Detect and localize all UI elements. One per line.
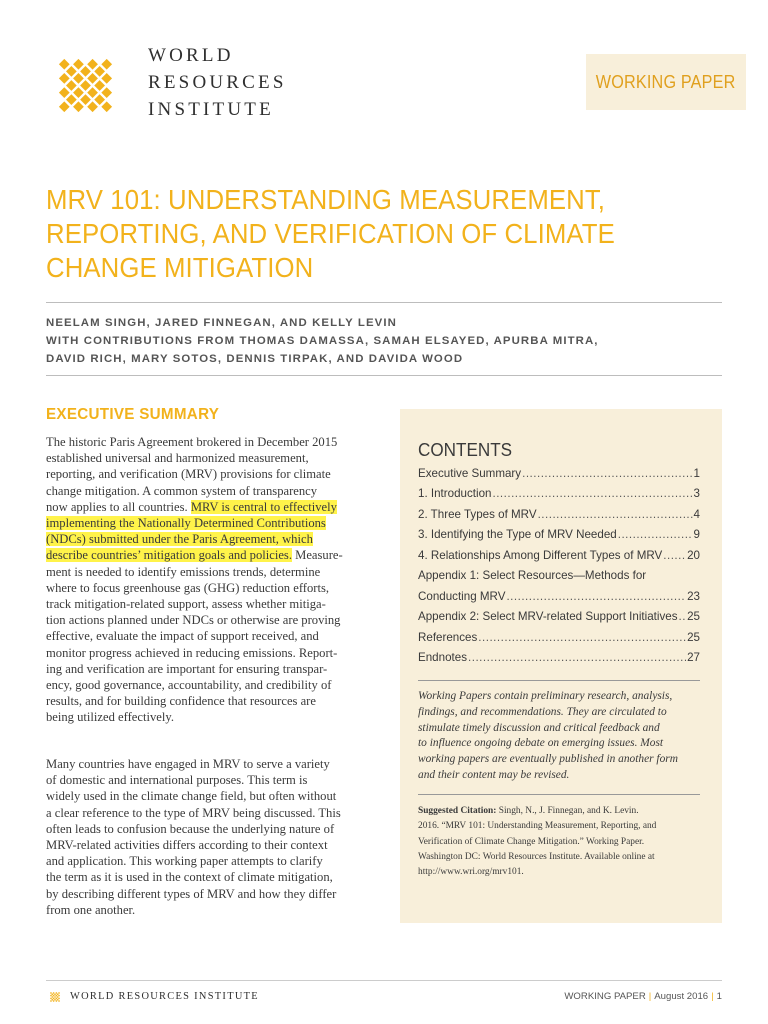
logo-tile — [66, 66, 77, 77]
authors-line: DAVID RICH, MARY SOTOS, DENNIS TIRPAK, AND DAVIDA WOOD — [46, 353, 464, 365]
text-line: being utilized effectively. — [46, 710, 174, 725]
logo-tile — [57, 993, 59, 995]
citation-text: Singh, N., J. Finnegan, and K. Levin. — [496, 806, 639, 816]
text-line: established universal and harmonized measurement, — [46, 451, 309, 466]
text-run: now applies to all countries. — [46, 499, 191, 514]
footer-label: WORKING PAPER — [564, 991, 646, 1002]
toc-title: Conducting MRV — [418, 589, 506, 603]
logo-tile — [94, 94, 105, 105]
text-line: the term as it is used in the context of climate mitigation, — [46, 870, 333, 885]
divider — [46, 302, 722, 303]
logo-tile — [101, 87, 112, 98]
logo-tile — [51, 996, 53, 998]
footer-divider — [46, 980, 722, 981]
text-line: Many countries have engaged in MRV to serve a variety — [46, 757, 330, 771]
logo-tile — [50, 1000, 52, 1002]
toc-leader — [663, 549, 686, 562]
wri-woven-logo-icon — [38, 38, 133, 133]
authors-line: WITH CONTRIBUTIONS FROM THOMAS DAMASSA, SAMAH ELSAYED, APURBA MITRA, — [46, 335, 599, 347]
text-line: ment is needed to identify emissions trends, determine — [46, 564, 321, 579]
text-line: and application. This working paper attempts to clarify — [46, 854, 323, 869]
footer-separator: | — [648, 991, 652, 1002]
text-line: change mitigation. A common system of transparency — [46, 483, 318, 498]
logo-tile — [55, 997, 57, 999]
text-line — [46, 531, 376, 547]
text-line: results, and for building confidence that resources are — [46, 694, 316, 709]
logo-tile — [51, 993, 53, 995]
logo-tile — [87, 73, 98, 84]
toc-leader — [468, 651, 686, 664]
toc-title: References — [418, 630, 478, 644]
footer-page-number: 1 — [716, 991, 722, 1002]
toc-title: Endnotes — [418, 651, 467, 665]
text-line: MRV-related activities differs according to their context — [46, 838, 328, 853]
suggested-citation — [418, 804, 708, 880]
toc-leader — [538, 508, 693, 521]
highlighted-text: describe countries’ mitigation goals and policies. — [46, 548, 292, 563]
logo-tile — [54, 996, 56, 998]
highlighted-text: MRV is central to effectively — [190, 499, 337, 514]
text-run: Measure- — [291, 548, 343, 563]
toc-page: 23 — [687, 589, 700, 603]
text-line: The historic Paris Agreement brokered in December 2015 — [46, 435, 338, 449]
logo-tile — [58, 997, 60, 999]
title-line: REPORTING, AND VERIFICATION OF CLIMATE — [46, 218, 615, 249]
text-line: widely used in the climate change field, but often without — [46, 789, 337, 804]
toc-item[interactable] — [418, 586, 700, 607]
logo-tile — [53, 992, 55, 994]
executive-summary-paragraph-1 — [46, 434, 376, 726]
toc-item[interactable] — [418, 545, 700, 566]
working-paper-note — [418, 689, 708, 784]
logo-tile — [87, 101, 98, 112]
org-name-line: INSTITUTE — [148, 99, 274, 120]
toc-leader — [492, 487, 692, 500]
toc-page: 20 — [687, 548, 700, 562]
logo-tile — [73, 73, 84, 84]
note-line: and their content may be revised. — [418, 768, 570, 781]
logo-tile — [80, 80, 91, 91]
citation-line: Washington DC: World Resources Institute. Available online at — [418, 851, 655, 862]
text-line: track mitigation-related support, assess whether mitiga- — [46, 597, 326, 612]
toc-leader — [478, 631, 686, 644]
logo-tile — [94, 80, 105, 91]
logo-tile — [66, 80, 77, 91]
authors — [46, 314, 599, 368]
toc-page: 9 — [693, 528, 700, 542]
wri-woven-logo-small-icon — [46, 988, 64, 1006]
citation-line: Verification of Climate Change Mitigation.” Working Paper. — [418, 836, 645, 847]
toc-page: 25 — [687, 630, 700, 644]
page-title — [46, 183, 615, 285]
logo-tile — [101, 59, 112, 70]
citation-line — [418, 804, 708, 819]
citation-url[interactable]: http://www.wri.org/mrv101. — [418, 867, 524, 878]
toc-item[interactable] — [418, 607, 700, 628]
logo-tile — [53, 997, 55, 999]
executive-summary-heading: EXECUTIVE SUMMARY — [46, 406, 220, 423]
logo-tile — [73, 87, 84, 98]
logo-tile — [57, 996, 59, 998]
toc-page: 4 — [693, 507, 700, 521]
note-line: findings, and recommendations. They are circulated to — [418, 705, 667, 718]
logo-tile — [80, 66, 91, 77]
logo-tile — [55, 992, 57, 994]
toc-leader — [522, 467, 692, 480]
highlighted-text: (NDCs) submitted under the Paris Agreement, which — [46, 532, 313, 547]
logo-tile — [50, 997, 52, 999]
toc-leader — [618, 528, 693, 541]
logo-tile — [54, 993, 56, 995]
toc-title: Appendix 2: Select MRV-related Support Initiatives — [418, 610, 678, 624]
text-line: ency, good governance, accountability, and credibility of — [46, 678, 332, 693]
org-name-line: RESOURCES — [148, 72, 287, 93]
org-name-line: WORLD — [148, 45, 234, 66]
logo-tile — [55, 995, 57, 997]
logo-tile — [101, 73, 112, 84]
title-line: MRV 101: UNDERSTANDING MEASUREMENT, — [46, 184, 606, 215]
executive-summary-paragraph-2 — [46, 756, 376, 918]
toc-item[interactable] — [418, 648, 700, 669]
text-line: often leads to confusion because the underlying nature of — [46, 821, 335, 836]
logo-tile — [50, 992, 52, 994]
logo-tile — [58, 995, 60, 997]
toc-title: 4. Relationships Among Different Types of MRV — [418, 548, 663, 562]
note-line: Working Papers contain preliminary research, analysis, — [418, 690, 673, 702]
toc-item[interactable] — [418, 525, 700, 546]
note-line: stimulate timely discussion and critical feedback and — [418, 721, 660, 734]
logo-tile — [58, 1000, 60, 1002]
text-line: tion actions planned under NDCs or otherwise are proving — [46, 613, 341, 628]
footer-date: August 2016 — [654, 991, 709, 1002]
table-of-contents — [418, 463, 700, 668]
logo-tile — [54, 999, 56, 1001]
text-line: from one another. — [46, 902, 136, 917]
text-line: ing and verification are important for ensuring transpar- — [46, 661, 328, 676]
logo-tile — [59, 101, 70, 112]
logo-tile — [101, 101, 112, 112]
toc-item[interactable] — [418, 463, 700, 484]
text-line: reporting, and verification (MRV) provisions for climate — [46, 467, 331, 482]
toc-item[interactable] — [418, 627, 700, 648]
toc-title: Appendix 1: Select Resources—Methods for — [418, 569, 647, 583]
footer-meta — [564, 991, 722, 1002]
toc-title: 1. Introduction — [418, 487, 492, 501]
contents-heading: CONTENTS — [418, 440, 513, 460]
note-line: working papers are eventually published in another form — [418, 753, 678, 766]
text-line: where to focus greenhouse gas (GHG) reduction efforts, — [46, 580, 330, 595]
logo-tile — [55, 1000, 57, 1002]
logo-tile — [87, 87, 98, 98]
toc-item[interactable] — [418, 504, 700, 525]
logo-tile — [58, 992, 60, 994]
logo-tile — [50, 995, 52, 997]
footer-separator: | — [711, 991, 714, 1002]
text-line: monitor progress achieved in reducing emissions. Report- — [46, 645, 338, 660]
highlighted-text: implementing the Nationally Determined Contributions — [46, 516, 326, 531]
toc-page: 27 — [687, 651, 700, 665]
text-line: a clear reference to the type of MRV being discussed. This — [46, 805, 341, 820]
divider — [418, 680, 700, 681]
logo-tile — [59, 73, 70, 84]
logo-tile — [80, 94, 91, 105]
working-paper-badge — [586, 54, 746, 110]
logo-tile — [53, 1000, 55, 1002]
text-line — [46, 499, 376, 515]
logo-tile — [51, 999, 53, 1001]
toc-leader — [679, 610, 687, 623]
authors-line: NEELAM SINGH, JARED FINNEGAN, AND KELLY LEVIN — [46, 317, 397, 329]
toc-page: 25 — [687, 610, 700, 624]
divider — [418, 794, 700, 795]
toc-title: 2. Three Types of MRV — [418, 507, 537, 521]
footer-org-name: WORLD RESOURCES INSTITUTE — [70, 991, 259, 1002]
toc-page: 3 — [693, 487, 700, 501]
citation-label: Suggested Citation: — [418, 806, 497, 816]
toc-leader — [506, 590, 686, 603]
citation-line: 2016. “MRV 101: Understanding Measurement, Reporting, and — [418, 821, 657, 832]
org-name — [148, 42, 287, 123]
text-line: effective, evaluate the impact of support received, and — [46, 629, 319, 644]
logo-tile — [87, 59, 98, 70]
logo-tile — [66, 94, 77, 105]
toc-item[interactable] — [418, 484, 700, 505]
logo-tile — [53, 995, 55, 997]
toc-title: Executive Summary — [418, 466, 522, 480]
logo-tile — [59, 87, 70, 98]
text-line — [46, 547, 376, 563]
toc-title: 3. Identifying the Type of MRV Needed — [418, 528, 617, 542]
text-line — [46, 515, 376, 531]
note-line: to influence ongoing debate on emerging issues. Most — [418, 737, 664, 750]
logo-tile — [57, 999, 59, 1001]
text-line: by describing different types of MRV and how they differ — [46, 886, 337, 901]
divider — [46, 375, 722, 376]
logo-tile — [73, 101, 84, 112]
text-line: of domestic and international purposes. This term is — [46, 773, 308, 788]
working-paper-badge-label: WORKING PAPER — [596, 71, 736, 92]
toc-page: 1 — [693, 466, 700, 480]
logo-tile — [59, 59, 70, 70]
title-line: CHANGE MITIGATION — [46, 252, 314, 283]
logo-tile — [94, 66, 105, 77]
logo-tile — [73, 59, 84, 70]
toc-item[interactable] — [418, 566, 700, 587]
